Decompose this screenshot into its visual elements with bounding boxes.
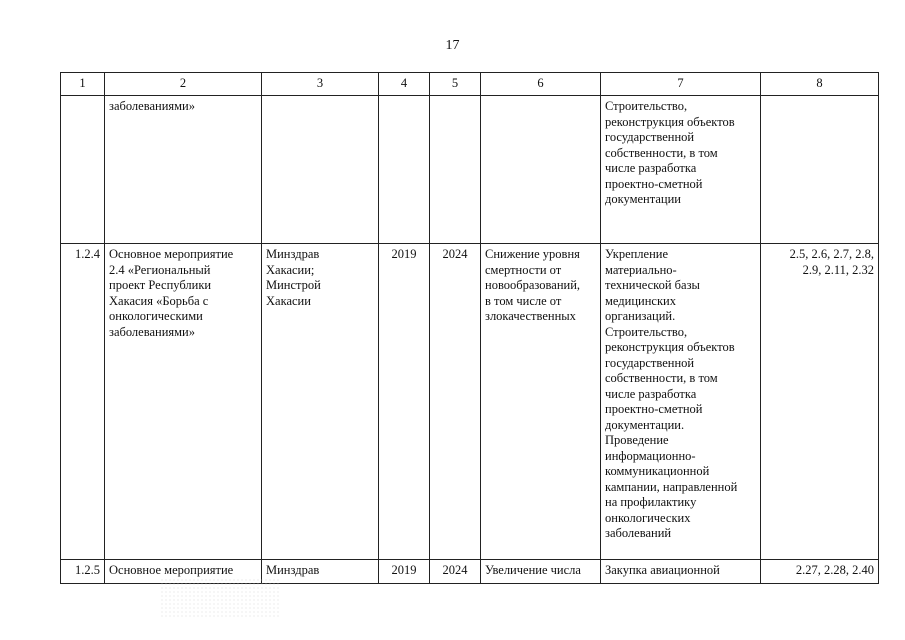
indicator-links: 2.27, 2.28, 2.40 <box>761 560 879 584</box>
table-row <box>61 244 879 560</box>
main-actions: Строительство, реконструкция объектов государственной собственности, в том числе разработка проектно-сметной документации <box>601 96 761 244</box>
executor: Минздрав Хакасии; Минстрой Хакасии <box>262 244 379 560</box>
page-number: 17 <box>445 38 460 53</box>
row-number: 1.2.5 <box>61 560 105 584</box>
expected-result: Увеличение числа <box>481 560 601 584</box>
activity-name: заболеваниями» <box>105 96 262 244</box>
column-header-6: 6 <box>481 73 601 96</box>
start-year: 2019 <box>379 560 430 584</box>
start-year: 2019 <box>379 244 430 560</box>
column-header-7: 7 <box>601 73 761 96</box>
column-header-5: 5 <box>430 73 481 96</box>
row-number <box>61 96 105 244</box>
program-activities-table <box>60 72 879 584</box>
activity-name: Основное мероприятие <box>105 560 262 584</box>
column-header-2: 2 <box>105 73 262 96</box>
column-header-8: 8 <box>761 73 879 96</box>
column-header-3: 3 <box>262 73 379 96</box>
end-year <box>430 96 481 244</box>
activity-name: Основное мероприятие 2.4 «Региональный проект Республики Хакасия «Борьба с онкологическими заболеваниями» <box>105 244 262 560</box>
faint-stamp-mark <box>160 578 280 618</box>
row-number: 1.2.4 <box>61 244 105 560</box>
table-row <box>61 96 879 244</box>
main-actions: Укрепление материально- технической базы медицинских организаций. Строительство, реконструкция объектов государственной собственности, в том числе разработка проектно-сметной документации. Проведение информационно- коммуникационной кампании, направленной на профилактику онкологических заболеваний <box>601 244 761 560</box>
end-year: 2024 <box>430 244 481 560</box>
main-actions: Закупка авиационной <box>601 560 761 584</box>
executor <box>262 96 379 244</box>
executor: Минздрав <box>262 560 379 584</box>
column-header-1: 1 <box>61 73 105 96</box>
start-year <box>379 96 430 244</box>
column-header-4: 4 <box>379 73 430 96</box>
expected-result: Снижение уровня смертности от новообразований, в том числе от злокачественных <box>481 244 601 560</box>
indicator-links <box>761 96 879 244</box>
table-header-row <box>61 73 879 96</box>
expected-result <box>481 96 601 244</box>
end-year: 2024 <box>430 560 481 584</box>
indicator-links: 2.5, 2.6, 2.7, 2.8, 2.9, 2.11, 2.32 <box>761 244 879 560</box>
